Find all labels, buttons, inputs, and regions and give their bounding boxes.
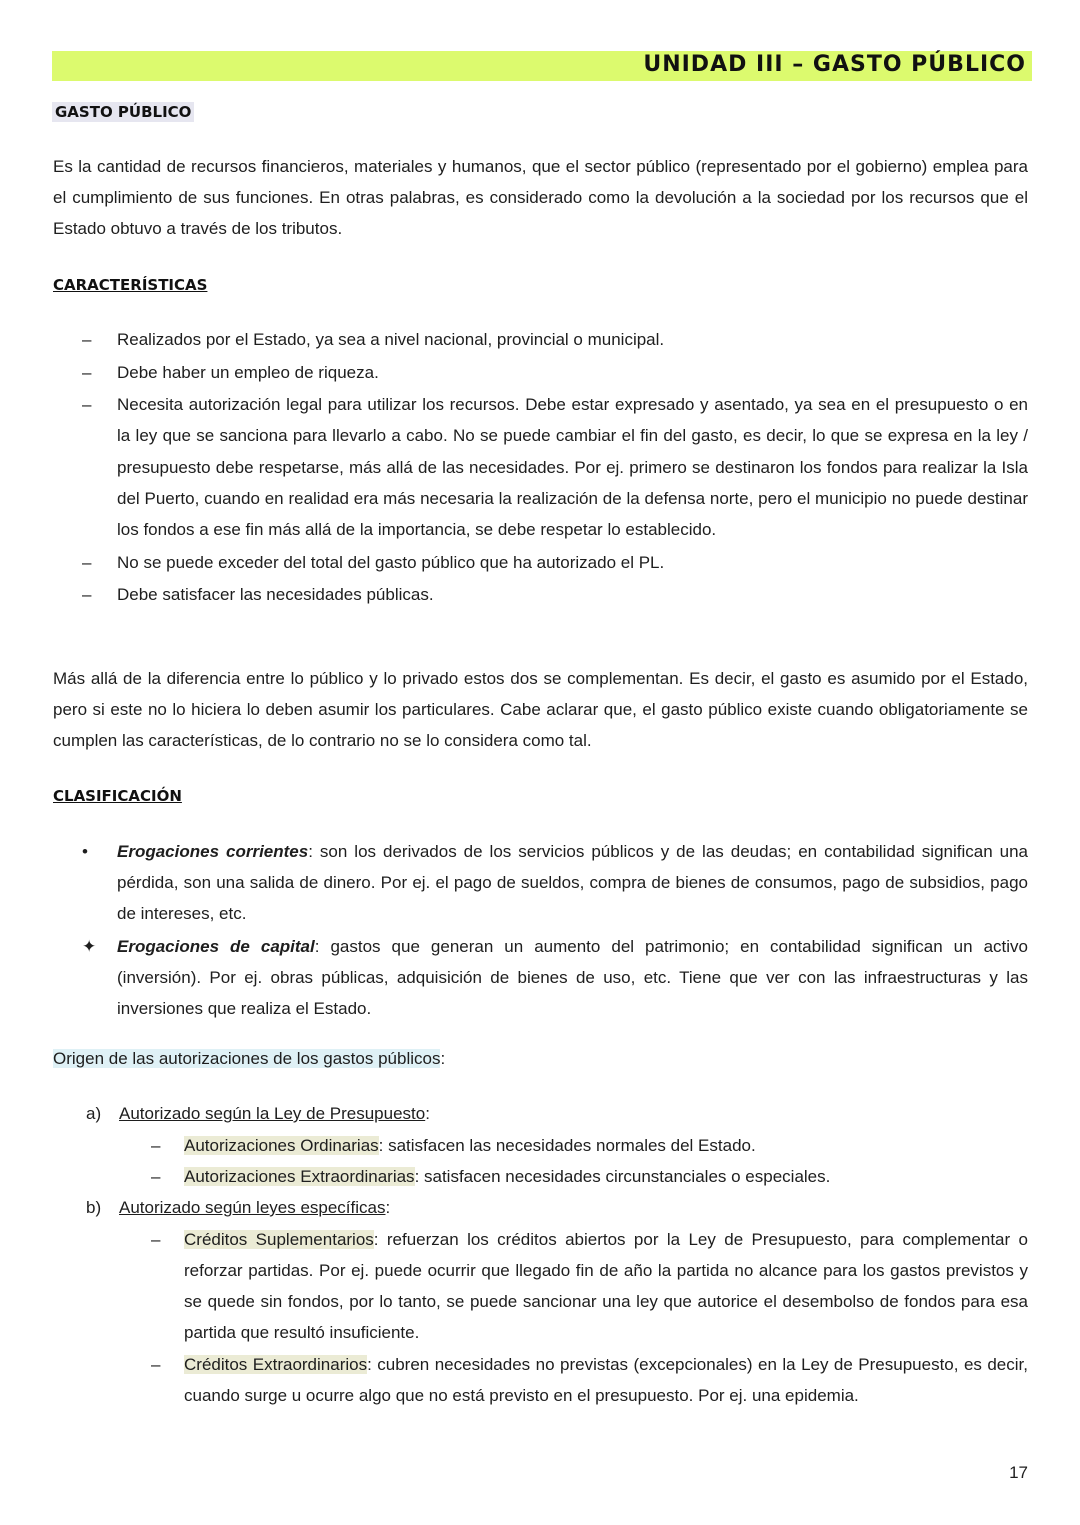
list-item: • Erogaciones corrientes: son los derivados de los servicios públicos y de las deudas; en contabilidad significan una pérdida, son una salida de dinero. Por ej. el pago de sueldos, compra de bienes de consumos, pago de subsidios, pago de intereses, etc. [82, 836, 1028, 930]
list-marker: b) [86, 1198, 102, 1218]
list-item: – Autorizaciones Ordinarias: satisfacen las necesidades normales del Estado. [119, 1130, 1028, 1161]
dash-icon: – [151, 1135, 161, 1155]
list-item: a) Autorizado según la Ley de Presupuesto: – Autorizaciones Ordinarias: satisfacen las necesidades normales del Estado. – Autorizaciones Extraordinarias: satisfacen necesidades circunstanciales o especiales. [86, 1098, 1028, 1192]
list-item: b) Autorizado según leyes específicas: – Créditos Suplementarios: refuerzan los créditos abiertos por la Ley de Presupuesto, para complementar o reforzar partidas. Por ej. puede ocurrir que llegado fin de año la partida no alcance para los gastos previstos y se quede sin fondos, por lo tanto, se puede sancionar una ley que autorice el desembolso de fondos para esa partida que resultó insuficiente. – Créditos Extraordinarios: cubren necesidades no previstas (excepcionales) en la Ley de Presupuesto, es decir, cuando surge u ocurre algo que no está previsto en el presupuesto. Por ej. una epidemia. [86, 1192, 1028, 1411]
section-title: GASTO PÚBLICO [52, 102, 194, 122]
dash-icon: – [151, 1354, 161, 1374]
header-banner [52, 51, 1032, 81]
list-item: – Debe satisfacer las necesidades públicas. [82, 579, 1028, 610]
dash-icon: – [151, 1166, 161, 1186]
list-item: – No se puede exceder del total del gasto público que ha autorizado el PL. [82, 547, 1028, 578]
bullet-icon: • [82, 842, 88, 861]
dash-icon: – [82, 395, 92, 415]
sub-list [119, 1130, 1028, 1193]
clasificacion-list [82, 836, 1028, 1026]
intro-paragraph: Es la cantidad de recursos financieros, materiales y humanos, que el sector público (representado por el gobierno) emplea para el cumplimiento de sus funciones. En otras palabras, es considerado como la devolución a la sociedad por los recursos que el Estado obtuvo a través de los tributos. [53, 157, 1028, 239]
origen-heading: Origen de las autorizaciones de los gastos públicos: [53, 1049, 446, 1068]
list-item: – Necesita autorización legal para utilizar los recursos. Debe estar expresado y asentado, ya sea en el presupuesto o en la ley que se sanciona para llevarlo a cabo. No se puede cambiar el fin del gasto, es decir, lo que se expresa en la ley / presupuesto debe respetarse, más allá de las necesidades. Por ej. primero se destinaron los fondos para realizar la Isla del Puerto, cuando en realidad era más necesaria la realización de la defensa norte, pero el municipio no puede destinar los fondos a ese fin más allá de la importancia, se debe respetar lo establecido. [82, 389, 1028, 545]
dash-icon: – [82, 330, 92, 349]
page-number: 17 [1009, 1463, 1028, 1482]
list-marker: a) [86, 1104, 102, 1123]
dash-icon: – [151, 1229, 161, 1249]
sub-list [119, 1224, 1028, 1412]
dash-icon: – [82, 585, 92, 605]
list-item: – Créditos Suplementarios: refuerzan los créditos abiertos por la Ley de Presupuesto, para complementar o reforzar partidas. Por ej. puede ocurrir que llegado fin de año la partida no alcance para los gastos previstos y se quede sin fondos, por lo tanto, se puede sancionar una ley que autorice el desembolso de fondos para esa partida que resultó insuficiente. [119, 1224, 1028, 1349]
dash-icon: – [82, 362, 92, 382]
list-item: ✦ Erogaciones de capital: gastos que generan un aumento del patrimonio; en contabilidad significan un activo (inversión). Por ej. obras públicas, adquisición de bienes de uso, etc. Tiene que ver con las infraestructuras y las inversiones que realiza el Estado. [82, 931, 1028, 1025]
list-item: – Realizados por el Estado, ya sea a nivel nacional, provincial o municipal. [82, 324, 1028, 355]
list-item: – Créditos Extraordinarios: cubren necesidades no previstas (excepcionales) en la Ley de Presupuesto, es decir, cuando surge u ocurre algo que no está previsto en el presupuesto. Por ej. una epidemia. [119, 1349, 1028, 1412]
term: Erogaciones corrientes [117, 842, 309, 861]
clasificacion-heading: CLASIFICACIÓN [53, 787, 182, 805]
dash-icon: – [82, 552, 92, 572]
term: Erogaciones de capital [117, 937, 315, 956]
caracteristicas-list [82, 324, 1028, 612]
list-item: – Autorizaciones Extraordinarias: satisfacen necesidades circunstanciales o especiales. [119, 1161, 1028, 1192]
origen-list [86, 1098, 1028, 1411]
complemento-paragraph: Más allá de la diferencia entre lo público y lo privado estos dos se complementan. Es decir, el gasto es asumido por el Estado, pero si este no lo hiciera lo deben asumir los particulares. Cabe aclarar que, el gasto público existe cuando obligatoriamente se cumplen las características, de lo contrario no se lo considera como tal. [53, 669, 1028, 751]
caracteristicas-heading: CARACTERÍSTICAS [53, 276, 208, 294]
star-bullet-icon: ✦ [82, 937, 97, 956]
header-title: UNIDAD III – GASTO PÚBLICO [643, 52, 1026, 77]
list-item: – Debe haber un empleo de riqueza. [82, 357, 1028, 388]
